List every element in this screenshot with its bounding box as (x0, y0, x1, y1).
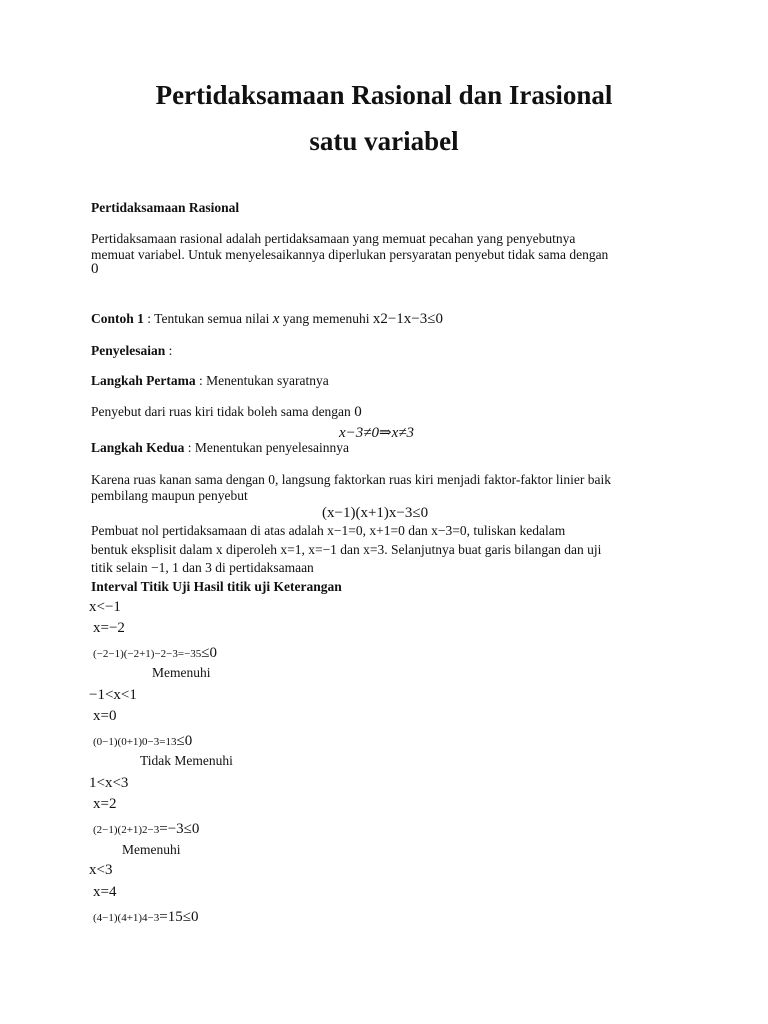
row-2-titik: x=0 (93, 708, 117, 724)
row-1-interval: x<−1 (89, 599, 121, 615)
title-line-2: satu variabel (309, 126, 459, 156)
row-1-hasil-rel: ≤0 (201, 645, 218, 661)
intro-line-1: Pertidaksamaan rasional adalah pertidaksamaan yang memuat pecahan yang penyebutnya (91, 231, 576, 246)
row-2-interval: −1<x<1 (89, 687, 137, 703)
syarat-expression: x−3≠0⇒x≠3 (339, 425, 414, 441)
contoh-text: : Tentukan semua nilai (143, 311, 273, 326)
intro-line-3: 0 (91, 261, 99, 277)
row-4-interval: x<3 (89, 862, 113, 878)
row-1-hasil (93, 644, 217, 662)
row-3-titik: x=2 (93, 796, 117, 812)
penyebut-line (91, 404, 362, 421)
row-2-hasil (93, 732, 192, 750)
penyebut-text: Penyebut dari ruas kiri tidak boleh sama dengan (91, 404, 355, 419)
langkah-kedua-text: : Menentukan penyelesainnya (184, 440, 349, 455)
row-3-hasil-rel: =−3≤0 (159, 821, 200, 837)
pembuat-line-2: bentuk eksplisit dalam x diperoleh x=1, x=−1 dan x=3. Selanjutnya buat garis bilangan dan uji (91, 542, 602, 557)
contoh-line (91, 311, 443, 328)
row-3-hasil-expr: (2−1)(2+1)2−3 (93, 824, 160, 836)
row-1-hasil-expr: (−2−1)(−2+1)−2−3=−35 (93, 648, 202, 660)
row-3-interval: 1<x<3 (89, 775, 129, 791)
penyebut-zero: 0 (354, 404, 362, 420)
pembuat-line-3: titik selain −1, 1 dan 3 di pertidaksamaan (91, 560, 314, 575)
contoh-var: x (272, 311, 280, 327)
contoh-text-2: yang memenuhi (279, 311, 373, 326)
row-4-hasil-expr: (4−1)(4+1)4−3 (93, 912, 160, 924)
contoh-expression: x2−1x−3≤0 (372, 311, 443, 327)
karena-line-2: pembilang maupun penyebut (91, 488, 248, 503)
karena-line-1: Karena ruas kanan sama dengan 0, langsung faktorkan ruas kiri menjadi faktor-faktor linier baik (91, 472, 612, 487)
pembuat-line-1: Pembuat nol pertidaksamaan di atas adalah x−1=0, x+1=0 dan x−3=0, tuliskan kedalam (91, 523, 566, 538)
row-4-hasil (93, 908, 198, 926)
table-header: Interval Titik Uji Hasil titik uji Keterangan (91, 579, 342, 594)
title-line-1: Pertidaksamaan Rasional dan Irasional (155, 80, 613, 110)
row-2-hasil-rel: ≤0 (176, 733, 193, 749)
faktor-expression: (x−1)(x+1)x−3≤0 (322, 505, 429, 521)
row-2-keterangan: Tidak Memenuhi (140, 753, 233, 768)
row-1-keterangan: Memenuhi (152, 665, 211, 680)
penyelesaian-label: Penyelesaian (91, 343, 166, 358)
penyelesaian-line (91, 343, 172, 359)
intro-line-2: memuat variabel. Untuk menyelesaikannya diperlukan persyaratan penyebut tidak sama dengan (91, 247, 609, 262)
contoh-label: Contoh 1 (91, 311, 144, 326)
row-3-keterangan: Memenuhi (122, 842, 181, 857)
row-4-hasil-rel: =15≤0 (159, 909, 199, 925)
row-3-hasil (93, 820, 199, 838)
langkah-kedua-line (91, 440, 349, 456)
langkah-pertama-line (91, 373, 329, 389)
penyelesaian-colon: : (165, 343, 173, 358)
langkah-kedua-label: Langkah Kedua (91, 440, 185, 455)
section-heading: Pertidaksamaan Rasional (91, 200, 240, 215)
langkah-pertama-text: : Menentukan syaratnya (195, 373, 329, 388)
langkah-pertama-label: Langkah Pertama (91, 373, 196, 388)
row-4-titik: x=4 (93, 884, 117, 900)
row-2-hasil-expr: (0−1)(0+1)0−3=13 (93, 736, 177, 748)
row-1-titik: x=−2 (93, 620, 125, 636)
